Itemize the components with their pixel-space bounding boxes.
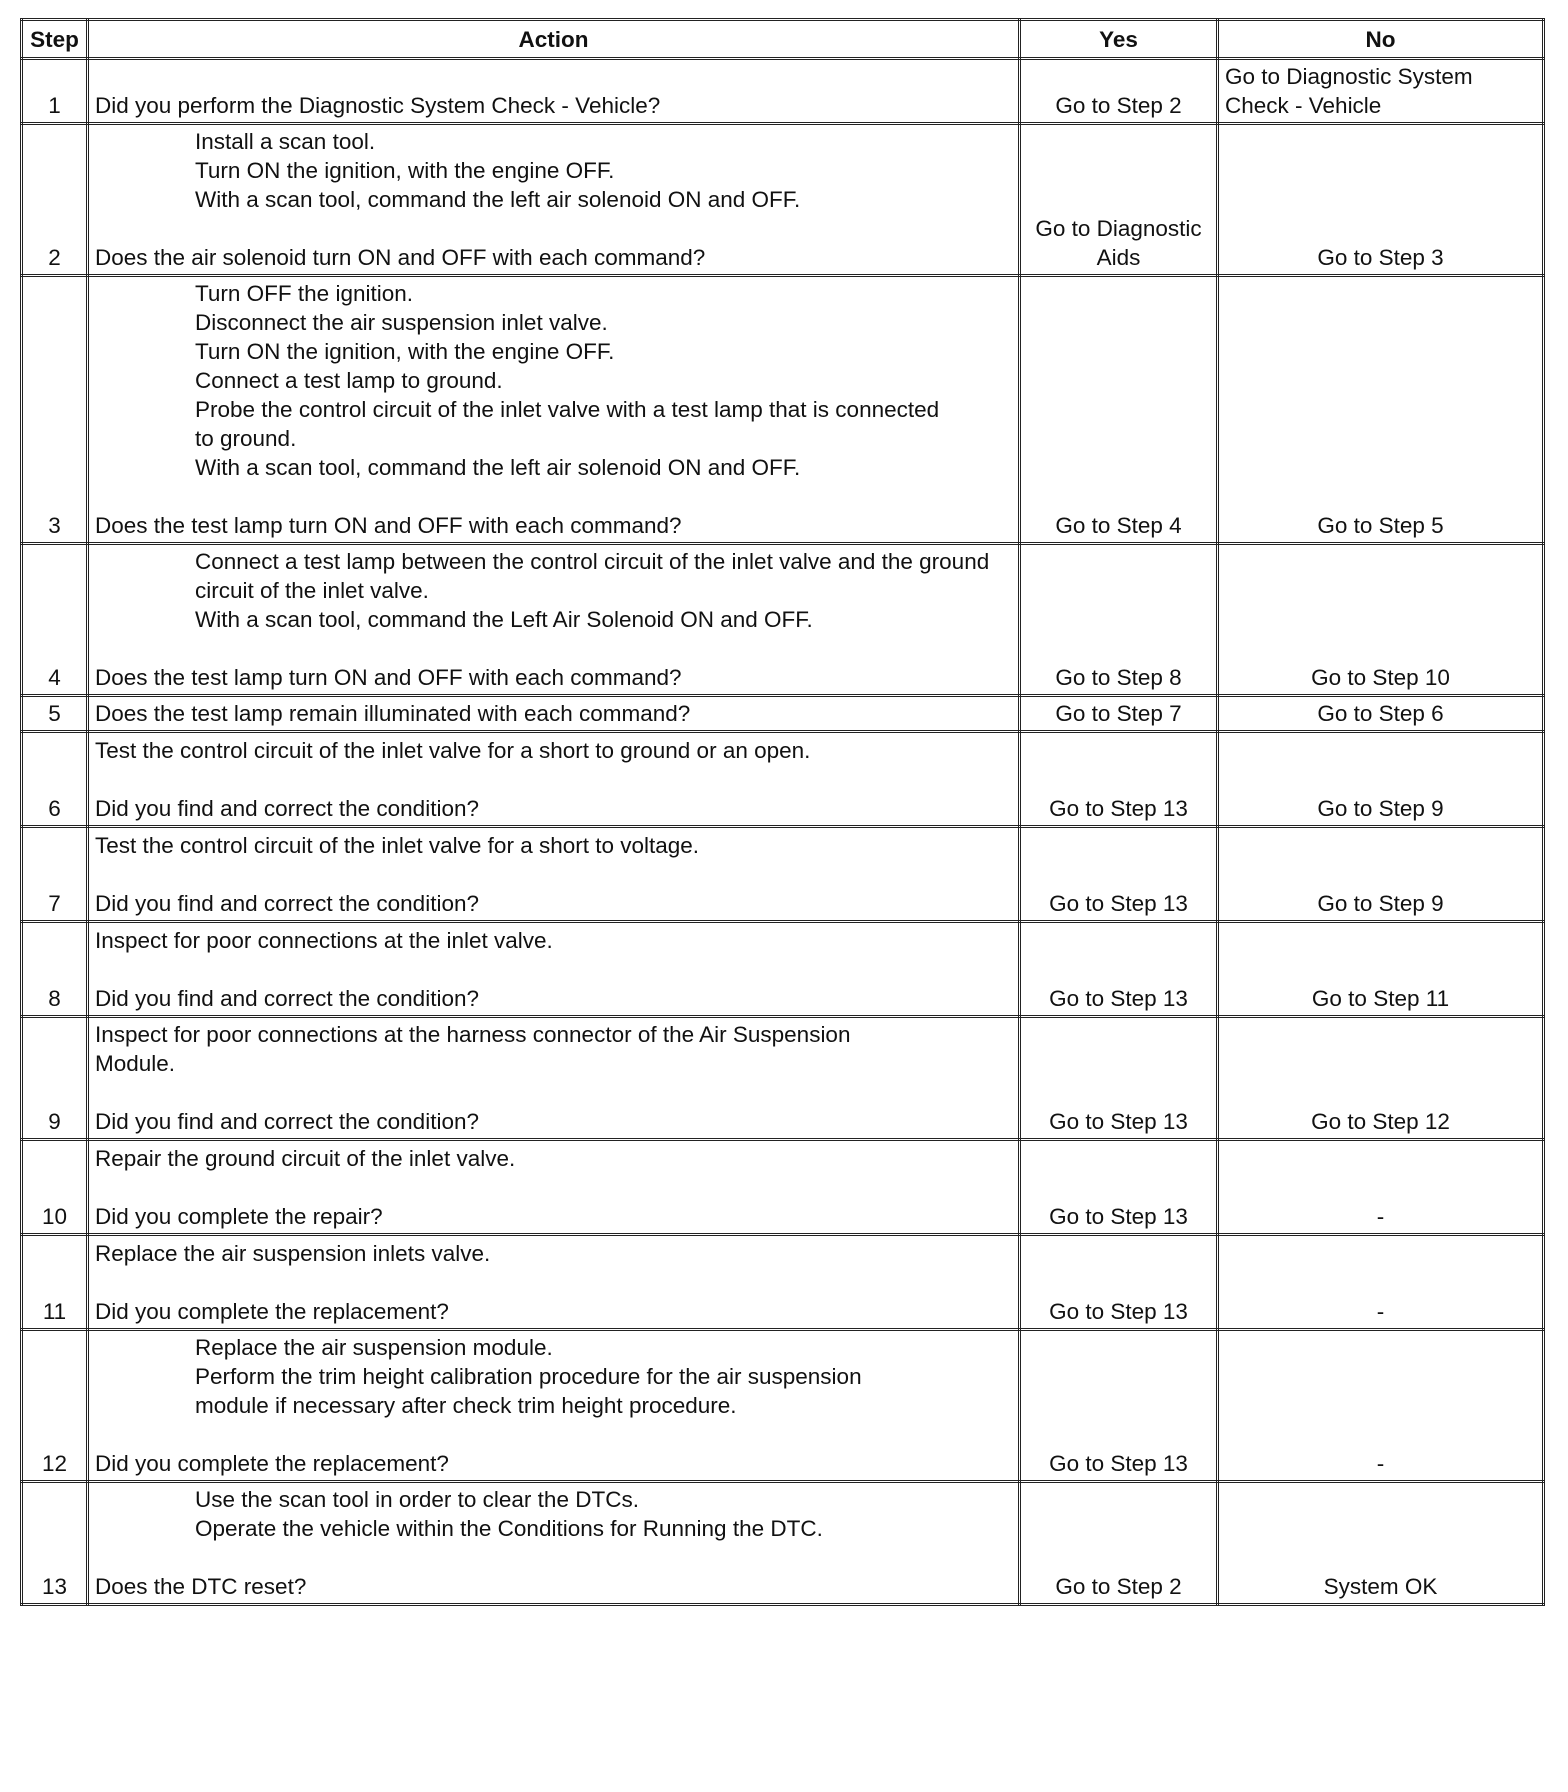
yes-cell: Go to Step 2 — [1020, 59, 1218, 124]
instruction-line: Turn ON the ignition, with the engine OFF. — [195, 339, 615, 364]
table-row — [22, 276, 1544, 544]
action-cell — [88, 696, 1020, 732]
action-cell — [88, 732, 1020, 827]
table-row — [22, 696, 1544, 732]
step-number: 13 — [22, 1482, 88, 1605]
action-cell — [88, 59, 1020, 124]
step-number: 7 — [22, 827, 88, 922]
instruction-line: Turn OFF the ignition. — [195, 281, 414, 306]
table-row — [22, 59, 1544, 124]
instruction-line: With a scan tool, command the left air solenoid ON and OFF. — [195, 187, 801, 212]
no-cell: Go to Step 11 — [1218, 922, 1544, 1017]
header-action: Action — [88, 20, 1020, 59]
table-row — [22, 1330, 1544, 1482]
diagnostic-table — [20, 18, 1545, 1606]
table-row — [22, 1235, 1544, 1330]
action-instructions — [95, 1333, 1012, 1420]
yes-cell: Go to Step 2 — [1020, 1482, 1218, 1605]
instruction-line: With a scan tool, command the left air solenoid ON and OFF. — [195, 455, 801, 480]
action-question: Did you find and correct the condition? — [95, 1109, 479, 1134]
action-question: Does the test lamp remain illuminated with each command? — [95, 701, 691, 726]
yes-cell: Go to Step 13 — [1020, 827, 1218, 922]
action-cell — [88, 544, 1020, 696]
no-cell: Go to Step 3 — [1218, 124, 1544, 276]
no-cell: - — [1218, 1140, 1544, 1235]
instruction-line: Perform the trim height calibration procedure for the air suspension module if necessary after check trim height procedure. — [195, 1364, 862, 1418]
no-cell: - — [1218, 1235, 1544, 1330]
instruction-line: Repair the ground circuit of the inlet valve. — [95, 1146, 516, 1171]
no-cell: Go to Diagnostic System Check - Vehicle — [1218, 59, 1544, 124]
action-cell — [88, 1140, 1020, 1235]
no-cell: System OK — [1218, 1482, 1544, 1605]
step-number: 5 — [22, 696, 88, 732]
instruction-line: Connect a test lamp between the control circuit of the inlet valve and the ground circuit of the inlet valve. — [195, 549, 990, 603]
yes-cell: Go to Step 13 — [1020, 732, 1218, 827]
table-row — [22, 544, 1544, 696]
action-question: Does the air solenoid turn ON and OFF with each command? — [95, 245, 706, 270]
action-question: Did you find and correct the condition? — [95, 986, 479, 1011]
step-number: 11 — [22, 1235, 88, 1330]
yes-cell: Go to Step 13 — [1020, 1017, 1218, 1140]
instruction-line: Use the scan tool in order to clear the DTCs. — [195, 1487, 639, 1512]
header-row — [22, 20, 1544, 59]
action-instructions — [95, 547, 1012, 634]
action-question: Did you complete the replacement? — [95, 1451, 449, 1476]
step-number: 8 — [22, 922, 88, 1017]
action-cell — [88, 922, 1020, 1017]
action-question: Did you perform the Diagnostic System Check - Vehicle? — [95, 93, 661, 118]
no-cell: - — [1218, 1330, 1544, 1482]
instruction-line: Disconnect the air suspension inlet valve. — [195, 310, 608, 335]
yes-cell: Go to Step 13 — [1020, 922, 1218, 1017]
action-question: Did you find and correct the condition? — [95, 891, 479, 916]
yes-cell: Go to Step 7 — [1020, 696, 1218, 732]
action-question: Does the test lamp turn ON and OFF with each command? — [95, 665, 682, 690]
step-number: 1 — [22, 59, 88, 124]
action-question: Did you find and correct the condition? — [95, 796, 479, 821]
yes-cell: Go to Step 8 — [1020, 544, 1218, 696]
header-yes: Yes — [1020, 20, 1218, 59]
yes-cell: Go to Step 13 — [1020, 1140, 1218, 1235]
table-row — [22, 1140, 1544, 1235]
table-row — [22, 124, 1544, 276]
step-number: 2 — [22, 124, 88, 276]
instruction-line: With a scan tool, command the Left Air Solenoid ON and OFF. — [195, 607, 813, 632]
action-cell — [88, 1017, 1020, 1140]
yes-cell: Go to Diagnostic Aids — [1020, 124, 1218, 276]
action-cell — [88, 1482, 1020, 1605]
table-row — [22, 1017, 1544, 1140]
action-cell — [88, 276, 1020, 544]
table-row — [22, 1482, 1544, 1605]
no-cell: Go to Step 5 — [1218, 276, 1544, 544]
step-number: 10 — [22, 1140, 88, 1235]
action-question: Did you complete the replacement? — [95, 1299, 449, 1324]
action-instructions — [95, 1485, 1012, 1543]
step-number: 12 — [22, 1330, 88, 1482]
instruction-line: Operate the vehicle within the Conditions for Running the DTC. — [195, 1516, 823, 1541]
action-question: Does the test lamp turn ON and OFF with each command? — [95, 513, 682, 538]
instruction-line: Install a scan tool. — [195, 129, 376, 154]
step-number: 9 — [22, 1017, 88, 1140]
action-cell — [88, 1235, 1020, 1330]
instruction-line: Turn ON the ignition, with the engine OFF. — [195, 158, 615, 183]
table-row — [22, 732, 1544, 827]
action-instructions — [95, 127, 1012, 214]
action-question: Did you complete the repair? — [95, 1204, 383, 1229]
action-question: Does the DTC reset? — [95, 1574, 307, 1599]
yes-cell: Go to Step 13 — [1020, 1235, 1218, 1330]
no-cell: Go to Step 9 — [1218, 827, 1544, 922]
instruction-line: Replace the air suspension inlets valve. — [95, 1241, 491, 1266]
action-instructions — [95, 279, 1012, 482]
diagnostic-table-container — [20, 18, 1542, 1606]
instruction-line: Test the control circuit of the inlet valve for a short to ground or an open. — [95, 738, 811, 763]
instruction-line: Replace the air suspension module. — [195, 1335, 553, 1360]
instruction-line: Inspect for poor connections at the harness connector of the Air Suspension Module. — [95, 1022, 851, 1076]
no-cell: Go to Step 6 — [1218, 696, 1544, 732]
yes-cell: Go to Step 13 — [1020, 1330, 1218, 1482]
header-step: Step — [22, 20, 88, 59]
action-cell — [88, 827, 1020, 922]
instruction-line: Probe the control circuit of the inlet valve with a test lamp that is connected to ground. — [195, 397, 940, 451]
action-cell — [88, 1330, 1020, 1482]
no-cell: Go to Step 12 — [1218, 1017, 1544, 1140]
action-cell — [88, 124, 1020, 276]
header-no: No — [1218, 20, 1544, 59]
table-row — [22, 922, 1544, 1017]
instruction-line: Test the control circuit of the inlet valve for a short to voltage. — [95, 833, 700, 858]
step-number: 6 — [22, 732, 88, 827]
step-number: 3 — [22, 276, 88, 544]
instruction-line: Inspect for poor connections at the inlet valve. — [95, 928, 553, 953]
step-number: 4 — [22, 544, 88, 696]
no-cell: Go to Step 10 — [1218, 544, 1544, 696]
instruction-line: Connect a test lamp to ground. — [195, 368, 503, 393]
yes-cell: Go to Step 4 — [1020, 276, 1218, 544]
no-cell: Go to Step 9 — [1218, 732, 1544, 827]
table-row — [22, 827, 1544, 922]
